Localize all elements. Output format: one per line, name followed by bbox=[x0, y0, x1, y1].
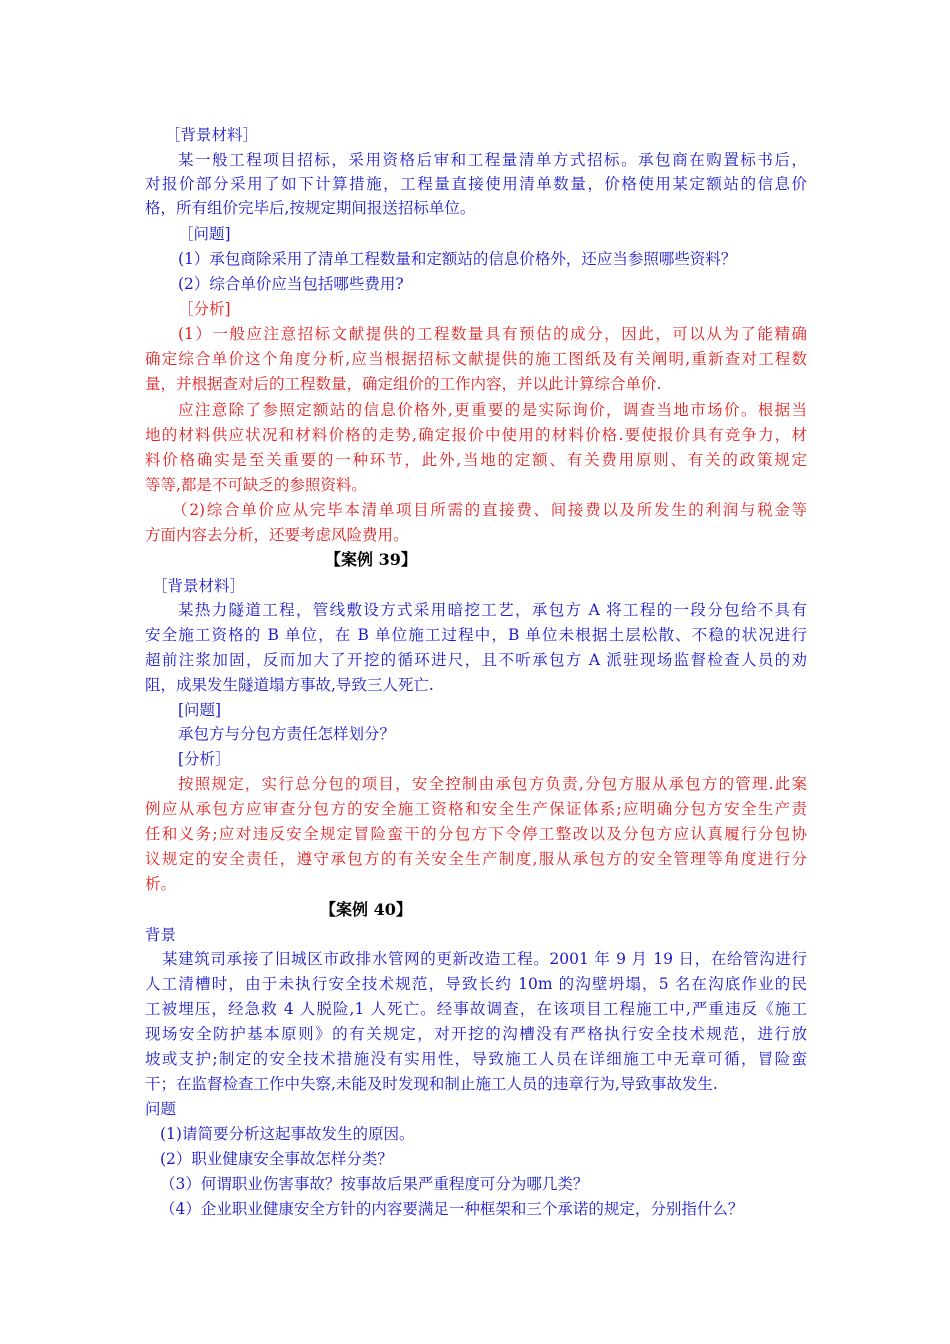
analysis-line: 确定综合单价这个角度分析,应当根据招标文献提供的施工图纸及有关阐明,重新查对工程数 bbox=[145, 350, 807, 368]
analysis-line: 等等,都是不可缺乏的参照资料。 bbox=[145, 476, 367, 494]
analysis-line: （2)综合单价应从完毕本清单项目所需的直接费、间接费以及所发生的利润与税金等 bbox=[172, 501, 807, 519]
analysis-heading: ［分析] bbox=[178, 300, 231, 318]
background-line: 工被埋压，经急救 4 人脱险,1 人死亡。经事故调查，在该项目工程施工中,严重违反《施工 bbox=[145, 1000, 807, 1018]
question-heading: [问题] bbox=[178, 701, 222, 719]
question-item: (1)请简要分析这起事故发生的原因。 bbox=[160, 1125, 415, 1143]
background-line: 超前注浆加固，反而加大了开挖的循环进尺，且不听承包方 A 派驻现场监督检查人员的劝 bbox=[145, 651, 807, 669]
analysis-line: 方面内容去分析，还要考虑风险费用。 bbox=[145, 526, 409, 544]
background-line: 对报价部分采用了如下计算措施，工程量直接使用清单数量，价格使用某定额站的信息价 bbox=[145, 175, 807, 193]
question-item: (1）承包商除采用了清单工程数量和定额站的信息价格外，还应当参照哪些资料？ bbox=[178, 250, 737, 268]
analysis-heading: [分析］ bbox=[178, 750, 231, 768]
background-heading: ［背景材料］ bbox=[152, 577, 246, 595]
analysis-line: 析。 bbox=[145, 875, 177, 893]
background-line: 某热力隧道工程，管线敷设方式采用暗挖工艺，承包方 A 将工程的一段分包给不具有 bbox=[178, 601, 807, 619]
background-heading: 背景 bbox=[145, 926, 177, 944]
background-line: 某建筑司承接了旧城区市政排水管网的更新改造工程。2001 年 9 月 19 日，在给管沟进行 bbox=[162, 950, 807, 968]
background-line: 格，所有组价完毕后,按规定期间报送招标单位。 bbox=[145, 199, 476, 217]
analysis-line: 量，并根据查对后的工程数量，确定组价的工作内容，并以此计算综合单价. bbox=[145, 375, 662, 393]
background-line: 人工清槽时，由于未执行安全技术规范，导致长约 10m 的沟壁坍塌，5 名在沟底作业的民 bbox=[145, 975, 807, 993]
analysis-line: 按照规定，实行总分包的项目，安全控制由承包方负责,分包方服从承包方的管理.此案 bbox=[178, 775, 807, 793]
analysis-line: 应注意除了参照定额站的信息价格外,更重要的是实际询价，调查当地市场价。根据当 bbox=[178, 401, 807, 419]
analysis-line: (1）一般应注意招标文献提供的工程数量具有预估的成分，因此，可以从为了能精确 bbox=[178, 325, 807, 343]
background-line: 现场安全防护基本原则》的有关规定，对开挖的沟槽没有严格执行安全技术规范，进行放 bbox=[145, 1025, 807, 1043]
question-item: （3）何谓职业伤害事故？按事故后果严重程度可分为哪几类？ bbox=[160, 1175, 589, 1193]
case-39-title: 【案例 39】 bbox=[325, 550, 417, 569]
background-line: 某一般工程项目招标，采用资格后审和工程量清单方式招标。承包商在购置标书后， bbox=[178, 151, 807, 169]
question-item: (2）职业健康安全事故怎样分类？ bbox=[160, 1150, 393, 1168]
question-heading: ［问题] bbox=[178, 225, 231, 243]
case-40-title: 【案例 40】 bbox=[320, 900, 412, 919]
analysis-line: 料价格确实是至关重要的一种环节，此外,当地的定额、有关费用原则、有关的政策规定 bbox=[145, 451, 807, 469]
question-item: （4）企业职业健康安全方针的内容要满足一种框架和三个承诺的规定，分别指什么？ bbox=[160, 1200, 744, 1218]
analysis-line: 议规定的安全责任，遵守承包方的有关安全生产制度,服从承包方的安全管理等角度进行分 bbox=[145, 850, 807, 868]
background-line: 安全施工资格的 B 单位，在 B 单位施工过程中，B 单位未根据土层松散、不稳的状况进行 bbox=[145, 626, 807, 644]
analysis-line: 地的材料供应状况和材料价格的走势,确定报价中使用的材料价格.要使报价具有竞争力，材 bbox=[145, 426, 807, 444]
background-line: 坡或支护;制定的安全技术措施没有实用性，导致施工人员在详细施工中无章可循，冒险蛮 bbox=[145, 1050, 807, 1068]
background-line: 干；在监督检查工作中失察,未能及时发现和制止施工人员的违章行为,导致事故发生. bbox=[145, 1075, 718, 1093]
question-item: (2）综合单价应当包括哪些费用? bbox=[178, 275, 404, 293]
background-line: 阻，成果发生隧道塌方事故,导致三人死亡. bbox=[145, 676, 434, 694]
analysis-line: 任和义务;应对违反安全规定冒险蛮干的分包方下令停工整改以及分包方应认真履行分包协 bbox=[145, 825, 807, 843]
background-heading: ［背景材料］ bbox=[165, 126, 259, 144]
question-heading: 问题 bbox=[145, 1100, 177, 1118]
analysis-line: 例应从承包方应审查分包方的安全施工资格和安全生产保证体系;应明确分包方安全生产责 bbox=[145, 800, 807, 818]
question-item: 承包方与分包方责任怎样划分？ bbox=[178, 725, 396, 743]
